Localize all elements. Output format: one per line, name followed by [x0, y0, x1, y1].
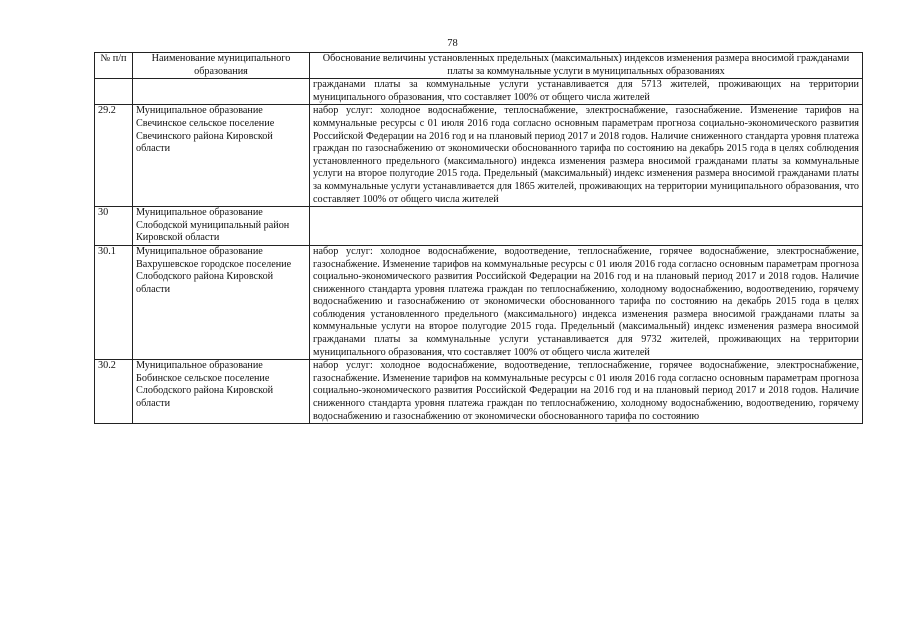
row-num: 30: [95, 207, 133, 246]
row-municipality: [133, 79, 310, 105]
page-number: 78: [447, 38, 458, 49]
row-justification: набор услуг: холодное водоснабжение, водоотведение, теплоснабжение, горячее водоснабжение, электроснабжение, газоснабжение. Изменение тарифов на коммунальные ресурсы с 01 июля 2016 года согласно основным параметрам прогноза социально-экономического развития Российской Федерации на 2016 год и на плановый период 2017 и 2018 годов. Наличие сниженного стандарта уровня платежа граждан по теплоснабжению, холодному водоснабжению, водоотведению, горячему водоснабжению и газоснабжению от экономически обоснованного тарифа по состоянию: [310, 360, 863, 424]
row-justification: набор услуг: холодное водоснабжение, теплоснабжение, электроснабжение, газоснабжение. Изменение тарифов на коммунальные ресурсы с 01 июля 2016 года согласно основным параметрам прогноза социально-экономического развития Российской Федерации на 2016 год и на плановый период 2017 и 2018 годов. Наличие сниженного стандарта уровня платежа граждан по газоснабжению от экономически обоснованного тарифа по состоянию на декабрь 2015 года в целях соблюдения установленного предельного (максимального) индекса изменения размера вносимой гражданами платы за коммунальные услуги на второе полугодие 2015 года. Предельный (максимальный) индекс изменения размера вносимой гражданами платы за коммунальные услуги устанавливается для 1865 жителей, проживающих на территории муниципального образования, что составляет 100% от общего числа жителей: [310, 105, 863, 207]
header-justification: Обоснование величины установленных предельных (максимальных) индексов изменения размера вносимой гражданами платы за коммунальные услуги в муниципальных образованиях: [310, 53, 863, 79]
row-justification: набор услуг: холодное водоснабжение, водоотведение, теплоснабжение, горячее водоснабжение, электроснабжение, газоснабжение. Изменение тарифов на коммунальные ресурсы с 01 июля 2016 года согласно основным параметрам прогноза социально-экономического развития Российской Федерации на 2016 год и на плановый период 2017 и 2018 годов. Наличие сниженного стандарта уровня платежа граждан по теплоснабжению, холодному водоснабжению, водоотведению, горячему водоснабжению и газоснабжению от экономически обоснованного тарифа по состоянию на декабрь 2015 года в целях соблюдения установленного предельного (максимального) индекса изменения размера вносимой гражданами платы за коммунальные услуги на второе полугодие 2015 года. Предельный (максимальный) индекс изменения размера вносимой гражданами платы за коммунальные услуги устанавливается для 9732 жителей, проживающих на территории муниципального образования, что составляет 100% от общего числа жителей: [310, 245, 863, 359]
row-municipality: Муниципальное образование Свечинское сельское поселение Свечинского района Кировской области: [133, 105, 310, 207]
row-num: 30.2: [95, 360, 133, 424]
row-num: 30.1: [95, 245, 133, 359]
table-row: [95, 360, 863, 424]
table-row: [95, 245, 863, 359]
row-num: [95, 79, 133, 105]
row-municipality: Муниципальное образование Бобинское сельское поселение Слободского района Кировской области: [133, 360, 310, 424]
tariff-justification-table: [94, 52, 863, 424]
table-row: [95, 79, 863, 105]
table-row: [95, 105, 863, 207]
row-justification: [310, 207, 863, 246]
row-justification: гражданами платы за коммунальные услуги устанавливается для 5713 жителей, проживающих на территории муниципального образования, что составляет 100% от общего числа жителей: [310, 79, 863, 105]
row-municipality: Муниципальное образование Вахрушевское городское поселение Слободского района Кировской области: [133, 245, 310, 359]
table-row-section: [95, 207, 863, 246]
row-municipality: Муниципальное образование Слободской муниципальный район Кировской области: [133, 207, 310, 246]
header-name: Наименование муниципального образования: [133, 53, 310, 79]
table-header-row: [95, 53, 863, 79]
row-num: 29.2: [95, 105, 133, 207]
header-num: № п/п: [95, 53, 133, 79]
